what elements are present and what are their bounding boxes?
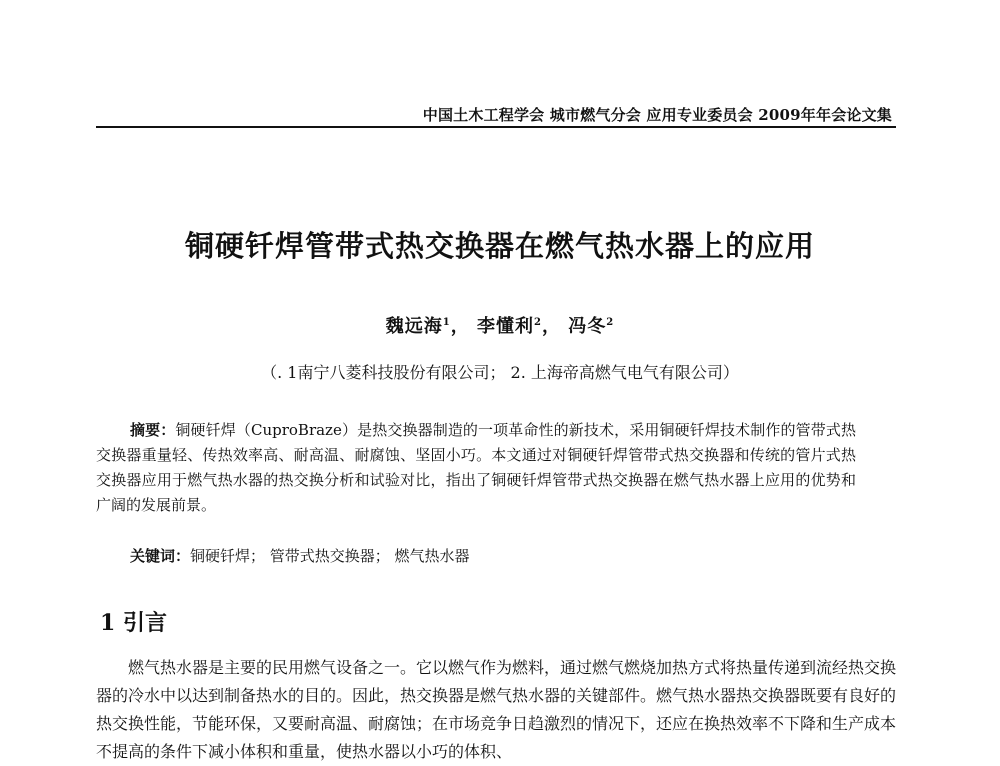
section-heading: 1 引言 — [100, 610, 167, 636]
keywords-label: 关键词： — [130, 547, 191, 565]
author-name: 冯冬 — [568, 316, 607, 337]
affiliation-mark: 1 — [442, 317, 451, 328]
header-rule — [96, 126, 896, 128]
affiliation-mark: 2 — [606, 317, 615, 328]
affiliation-mark: 2 — [534, 317, 542, 328]
abstract-label: 摘要： — [130, 421, 176, 439]
body-paragraph: 燃气热水器是主要的民用燃气设备之一。它以燃气作为燃料，通过燃气燃烧加热方式将热量传递到流经热交换器的冷水中以达到制备热水的目的。因此，热交换器是燃气热水器的关键部件。燃气热水器热交换器既要有良好的热交换性能，节能环保，又要耐高温、耐腐蚀；在市场竞争日趋激烈的情况下，还应在换热效率不下降和生产成本不提高的条件下减小体积和重量，使热水器以小巧的体积、 — [96, 658, 897, 761]
author-separator: ， — [450, 316, 470, 337]
paper-title: 铜硬钎焊管带式热交换器在燃气热水器上的应用 — [184, 229, 815, 263]
abstract-text: 铜硬钎焊（CuproBraze）是热交换器制造的一项革命性的新技术，采用铜硬钎焊技术制作的管带式热交换器重量轻、传热效率高、耐高温、耐腐蚀、坚固小巧。本文通过对铜硬钎焊管带式热交换器和传统的管片式热交换器应用于燃气热水器的热交换分析和试验对比，指出了铜硬钎焊管带式热交换器在燃气热水器上应用的优势和广阔的发展前景。 — [96, 421, 856, 514]
affiliations: （. 1南宁八菱科技股份有限公司； 2. 上海帝高燃气电气有限公司） — [261, 363, 739, 382]
author-list — [0, 312, 1000, 338]
running-header: 中国土木工程学会 城市燃气分会 应用专业委员会 2009年年会论文集 — [422, 106, 892, 124]
author-separator: ， — [541, 316, 561, 337]
abstract — [96, 418, 856, 518]
keywords-text: 铜硬钎焊； 管带式热交换器； 燃气热水器 — [190, 547, 470, 565]
author-name: 李懂利 — [477, 316, 535, 337]
keywords — [130, 544, 470, 569]
author-name: 魏远海 — [385, 316, 443, 337]
